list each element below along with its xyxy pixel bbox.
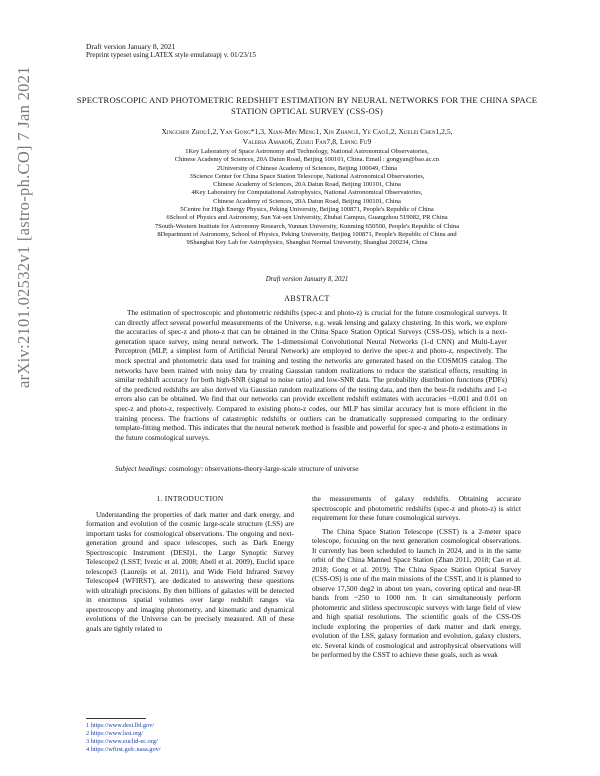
affiliations [70, 148, 544, 248]
affiliation-line: Chinese Academy of Sciences, 20A Datun Road, Beijing 100101, China. Email : gongyan@bao.ac.cn [174, 156, 440, 164]
affiliation-line: 9Shanghai Key Lab for Astrophysics, Shanghai Normal University, Shanghai 200234, China [186, 239, 428, 247]
affiliation-line: 8Department of Astronomy, School of Physics, Peking University, Beijing 100871, People's Republic of China and [157, 230, 457, 238]
intro-paragraph-continued: the measurements of galaxy redshifts. Obtaining accurate spectroscopic and photometric redshifts (spec-z and photo-z) is strict requirement for these future cosmological surveys. [312, 494, 521, 522]
left-column [86, 494, 294, 633]
paper-title: SPECTROSCOPIC AND PHOTOMETRIC REDSHIFT ESTIMATION BY NEURAL NETWORKS FOR THE CHINA SPACE STATION OPTICAL SURVEY (CSS-OS) [76, 95, 538, 116]
affiliation-line: 7South-Western Institute for Astronomy Research, Yunnan University, Kunming 650500, People's Republic of China [154, 222, 460, 230]
footnote-lsst-link[interactable]: 2 https://www.lsst.org/ [86, 730, 144, 737]
affiliation-line: Chinese Academy of Sciences, 20A Datun Road, Beijing 100101, China [213, 181, 401, 189]
footnote-euclid-link[interactable]: 3 https://www.euclid-ec.org/ [86, 738, 158, 745]
affiliation-line: 2University of Chinese Academy of Sciences, Beijing 100049, China [216, 164, 398, 172]
preprint-note: Preprint typeset using LATEX style emulateapj v. 01/23/15 [86, 51, 257, 59]
draft-version: Draft version January 8, 2021 [86, 42, 176, 51]
footnote-wfirst-link[interactable]: 4 https://wfirst.gsfc.nasa.gov/ [86, 746, 161, 753]
affiliation-line: 6School of Physics and Astronomy, Sun Yat-sen University, Zhuhai Campus, Guangzhou 519082, PR China [166, 214, 448, 222]
affiliation-line: 4Key Laboratory for Computational Astrophysics, National Astronomical Observatories, [191, 189, 423, 197]
abstract-text: The estimation of spectroscopic and photometric redshifts (spec-z and photo-z) is crucial for the future cosmological surveys. It can directly affect several powerful measurements of the Universe, e.g. weak lensing and galaxy clustering. In this work, we explore the accuracies of spec-z and photo-z that can be obtained in the China Space Station Optical Surveys (CSS-OS), which is a next-generation space survey, using neural network. The 1-dimensional Convolutional Neural Networks (1-d CNN) and Multi-Layer Perceptron (MLP, a simplest form of Artificial Neural Network) are employed to derive the spec-z and photo-z, respectively. The mock spectral and photometric data used for training and testing the networks are generated based on the COSMOS catalog. The networks have been trained with noisy data by creating Gaussian random realizations to reduce the statistical effects, resulting in similar redshift accuracy for both high-SNR (signal to noise ratio) and low-SNR data. The probability distribution functions (PDFs) of the predicted redshifts are also derived via Gaussian random realizations of the testing data, and then the best-fit redshifts and 1-σ errors also can be obtained. We find that our networks can provide excellent redshift estimates with accuracies ~0.001 and 0.01 on spec-z and photo-z, respectively. Compared to existing photo-z codes, our MLP has similar accuracy but is more efficient in the training process. The fractions of catastrophic redshifts or outliers can be dramatically suppressed comparing to the ordinary template-fitting method. This indicates that the neural network method is feasible and powerful for spec-z and photo-z estimations in the future cosmological surveys. [115, 308, 507, 442]
draft-date: Draft version January 8, 2021 [265, 276, 349, 283]
abstract-heading: ABSTRACT [284, 294, 330, 303]
right-column [312, 494, 521, 660]
subject-headings [115, 464, 507, 473]
affiliation-line: 3Science Center for China Space Station Telescope, National Astronomical Observatories, [189, 172, 425, 180]
intro-paragraph: Understanding the properties of dark matter and dark energy, and formation and evolution of the cosmic large-scale structure (LSS) are important tasks for cosmological observations. The ongoing and next-generation ground and space telescopes, such as Dark Energy Spectroscopic Instrument (DESI)1, the Large Synoptic Survey Telescope2 (LSST; Ivezic et al. 2008; Abell et al. 2009), Euclid space telescope3 (Laureijs et al. 2011), and Wide Field Infrared Survey Telescope4 (WFIRST), are dedicated to answering these questions with ultrahigh precisions. By then billions of galaxies will be detected in enormous spatial volumes over large redshift ranges via spectroscopy and imaging photometry, and kinematic and dynamical evolutions of the Universe can be precisely measured. All of these goals are tightly related to [86, 509, 294, 633]
subject-label: Subject headings: [115, 464, 168, 473]
arxiv-identifier[interactable]: arXiv:2101.02532v1 [astro-ph.CO] 7 Jan 2021 [14, 66, 33, 388]
csst-paragraph: The China Space Station Telescope (CSST) is a 2-meter space telescope, focusing on the next generation cosmological observations. It currently has been scheduled to launch in 2024, and is in the same orbit of the China Manned Space Station (Zhan 2011, 2018; Cao et al. 2018; Gong et al. 2019). The China Space Station Optical Survey (CSS-OS) is one of the main missions of the CSST, and it is planned to observe 17,500 deg2 in about ten years, covering optical and near-IR bands from ~250 to 1000 nm. It can simultaneously perform photometric and slitless spectroscopic surveys with large field of view and high spatial resolutions. The scientific goals of the CSS-OS include exploring the properties of dark matter and dark energy, evolution of the LSS, galaxy formation and evolution, galaxy clusters, etc. Several kinds of cosmological and astrophysical observations will be performed by the CSST to achieve these goals, such as weak [312, 526, 521, 659]
footnote-rule [86, 718, 146, 719]
section-heading: 1. INTRODUCTION [156, 494, 224, 503]
affiliation-line: 1Key Laboratory of Space Astronomy and Technology, National Astronomical Observatories, [185, 148, 429, 155]
author-line: Valeria Amaro6, Zuhui Fan7,8, Liping Fu9 [242, 137, 372, 146]
author-line: Xingchen Zhou1,2, Yan Gong*1,3, Xian-Min Meng1, Xin Zhang1, Ye Cao1,2, Xuelei Chen1,2,5, [161, 127, 453, 136]
preprint-header [86, 42, 256, 60]
affiliation-line: Chinese Academy of Sciences, 20A Datun Road, Beijing 100101, China [213, 197, 401, 205]
affiliation-line: 5Centre for High Energy Physics, Peking University, Beijing 100871, People's Republic of China [180, 206, 434, 214]
footnotes [86, 722, 294, 754]
footnote-desi-link[interactable]: 1 https://www.desi.lbl.gov/ [86, 722, 155, 729]
subject-text: cosmology: observations-theory-large-scale structure of universe [168, 464, 359, 473]
author-list [70, 127, 544, 147]
